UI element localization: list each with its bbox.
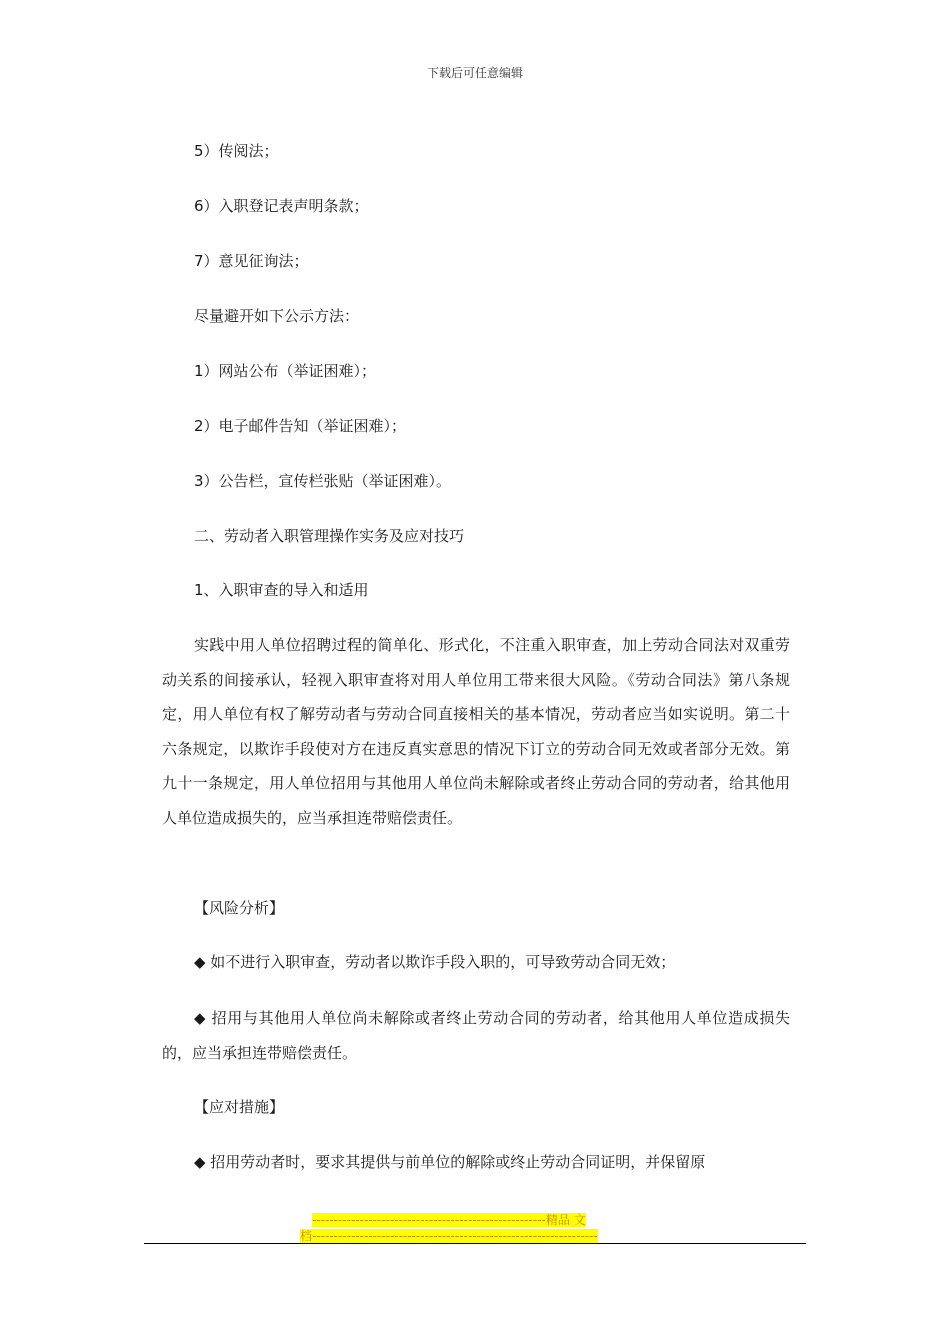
body-paragraph: 实践中用人单位招聘过程的简单化、形式化，不注重入职审查，加上劳动合同法对双重劳动关系的间接承认，轻视入职审查将对用人单位用工带来很大风险。《劳动合同法》第八条规定，用人单位有权了解劳动者与劳动合同直接相关的基本情况，劳动者应当如实说明。第二十六条规定，以欺诈手段使对方在违反真实意思的情况下订立的劳动合同无效或者部分无效。第九十一条规定，用人单位招用与其他用人单位尚未解除或者终止劳动合同的劳动者，给其他用人单位造成损失的，应当承担连带赔偿责任。 bbox=[162, 636, 790, 827]
footer-line-1 bbox=[312, 1212, 662, 1229]
avoid-item-3: 3）公告栏，宣传栏张贴（举证困难）。 bbox=[194, 472, 452, 490]
risk-bullet-1: ◆ 如不进行入职审查，劳动者以欺诈手段入职的，可导致劳动合同无效； bbox=[194, 953, 676, 971]
avoid-item-2: 2）电子邮件告知（举证困难）； bbox=[194, 417, 407, 435]
page-footer bbox=[0, 1208, 950, 1268]
list-item-7: 7）意见征询法； bbox=[194, 252, 309, 270]
section-heading: 二、劳动者入职管理操作实务及应对技巧 bbox=[194, 527, 465, 545]
list-item-5: 5）传阅法； bbox=[194, 142, 279, 160]
page-header-note: 下载后可任意编辑 bbox=[426, 66, 523, 80]
list-item-6: 6）入职登记表声明条款； bbox=[194, 197, 369, 215]
measure-bullet-1: ◆ 招用劳动者时，要求其提供与前单位的解除或终止劳动合同证明，并保留原 bbox=[194, 1153, 706, 1171]
measures-heading: 【应对措施】 bbox=[194, 1098, 285, 1116]
footer-highlight-2: 档------------------------------------------------------------------ bbox=[300, 1229, 598, 1243]
risk-bullet-2: ◆ 招用与其他用人单位尚未解除或者终止劳动合同的劳动者，给其他用人单位造成损失的，应当承担连带赔偿责任。 bbox=[162, 1009, 790, 1062]
avoid-intro: 尽量避开如下公示方法： bbox=[194, 307, 360, 325]
avoid-item-1: 1）网站公布（举证困难）； bbox=[194, 362, 377, 380]
risk-heading: 【风险分析】 bbox=[194, 899, 285, 917]
footer-highlight-1: ------------------------------------------------------精品 文 bbox=[312, 1213, 586, 1227]
subsection-heading: 1、入职审查的导入和适用 bbox=[194, 581, 369, 599]
footer-divider bbox=[144, 1243, 806, 1244]
